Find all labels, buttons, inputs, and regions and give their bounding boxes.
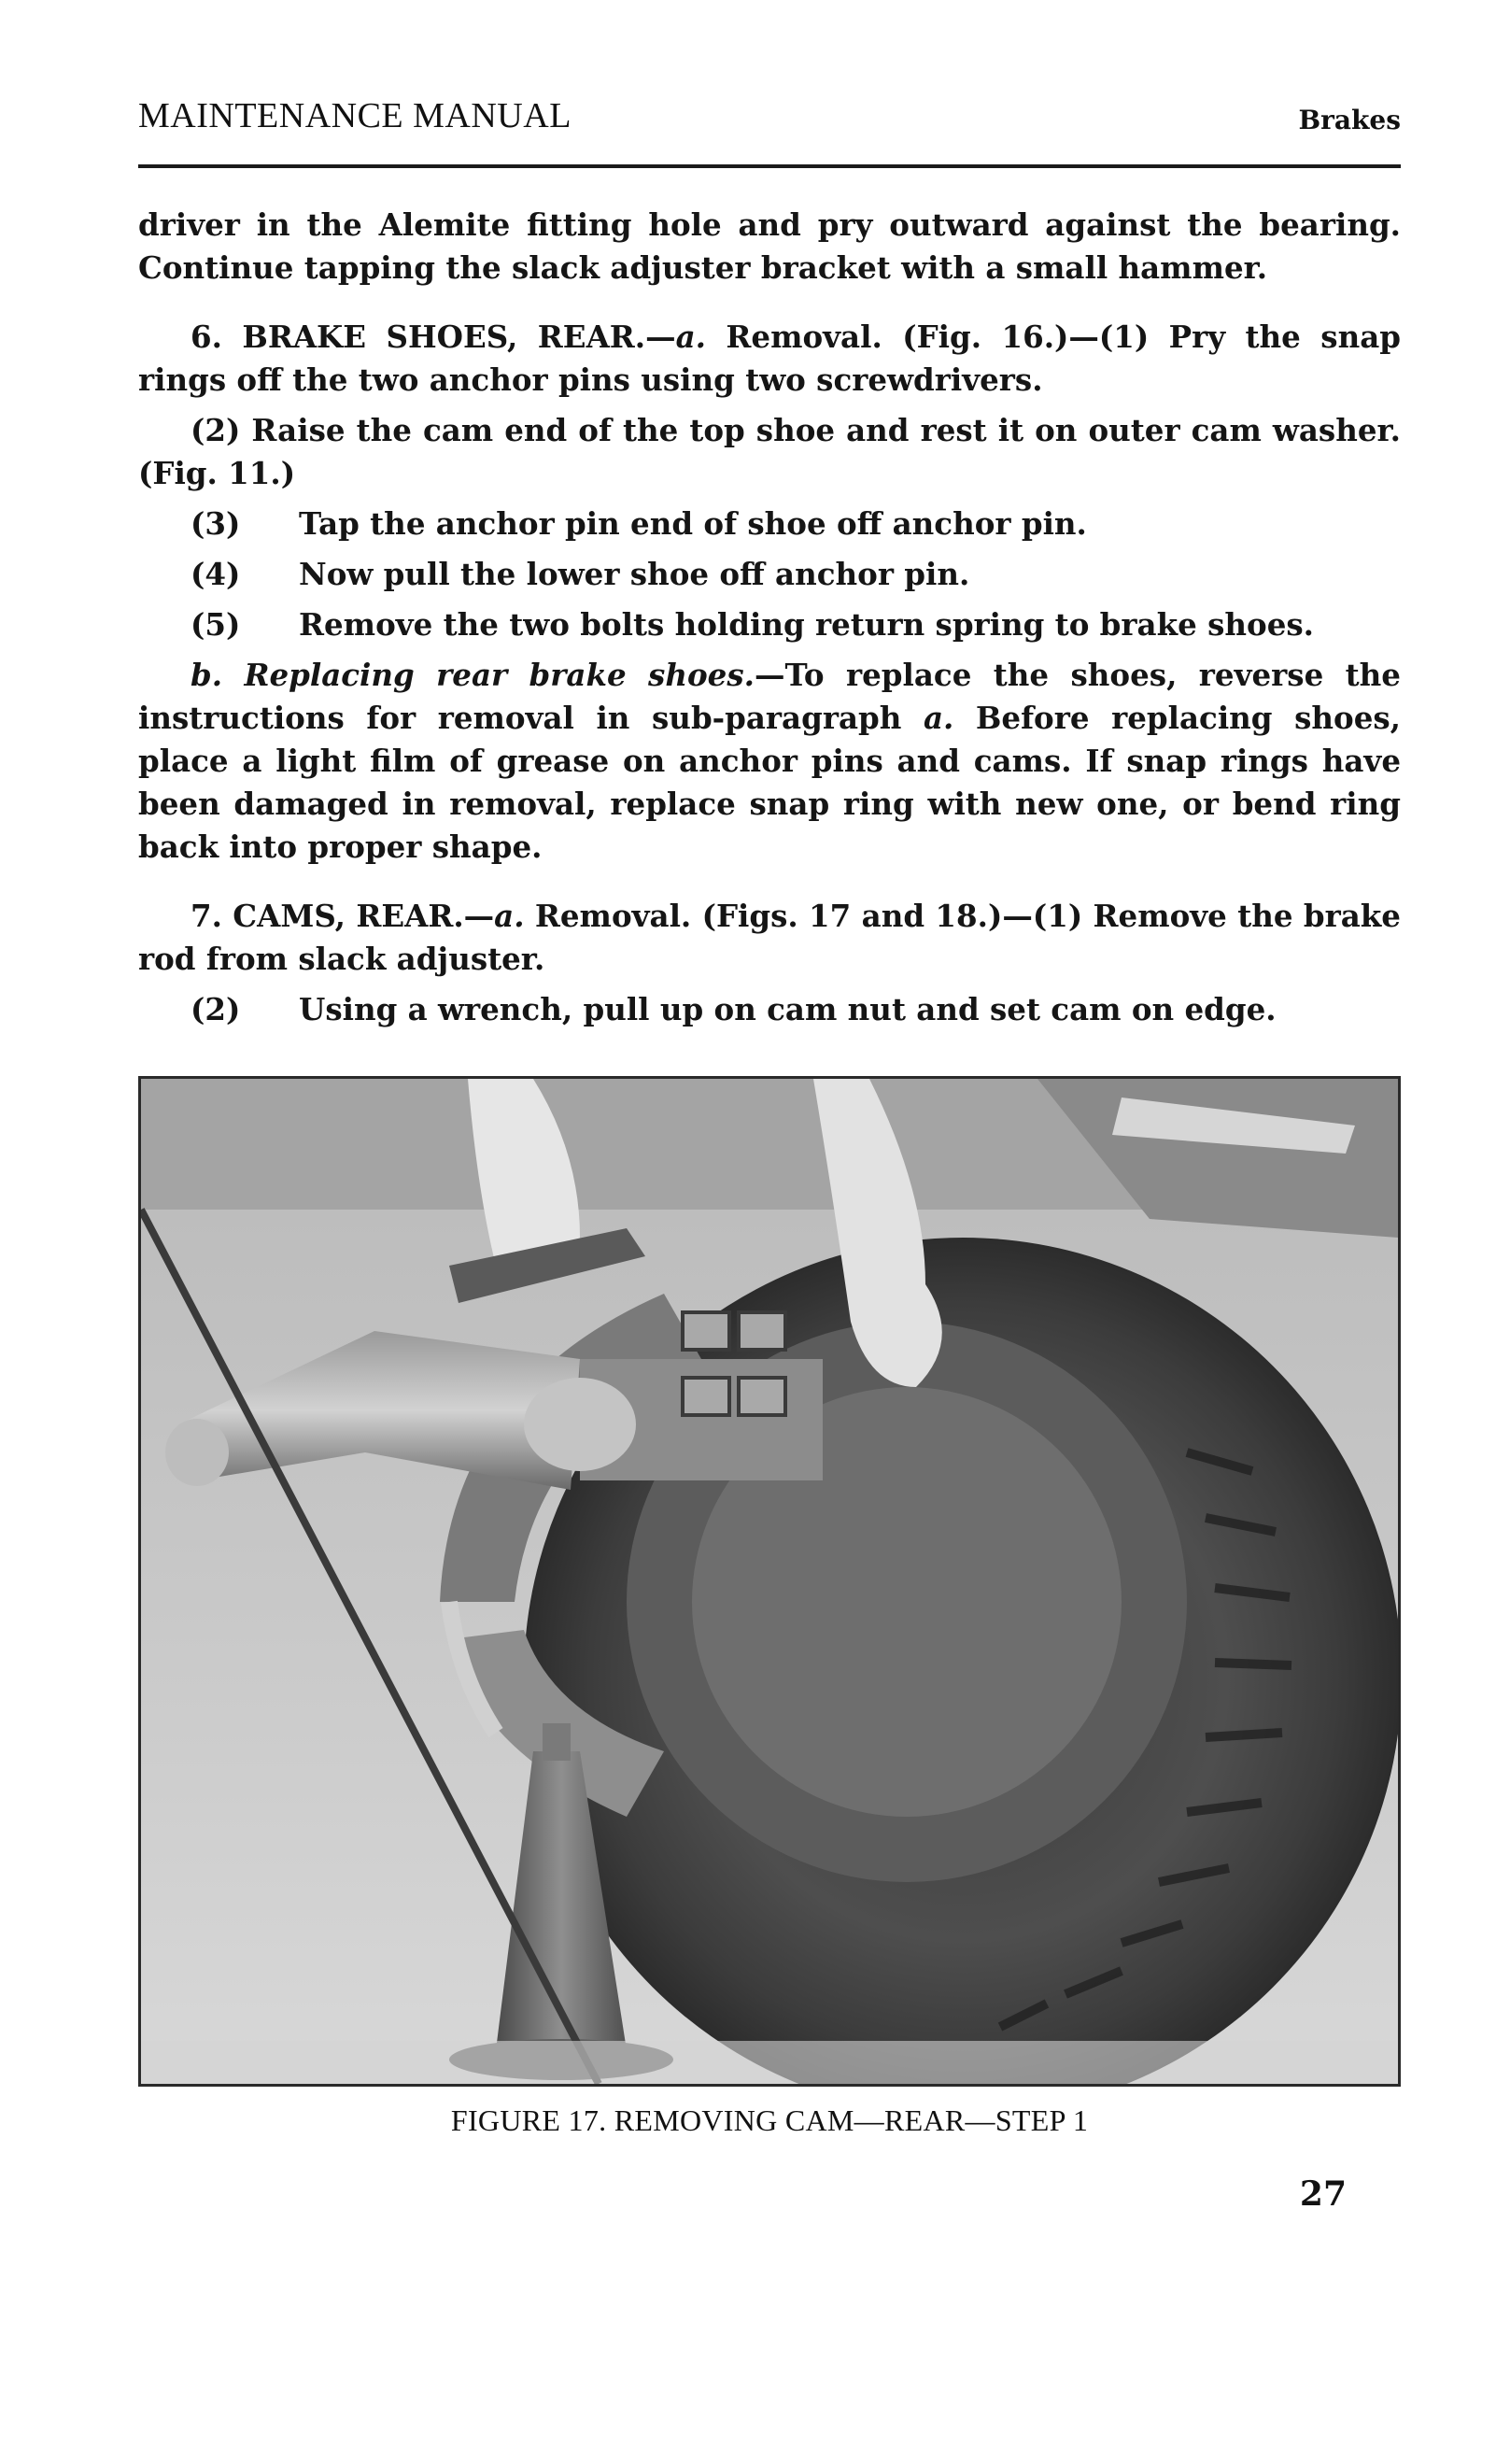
subpara-b-ref: a. [923, 700, 954, 736]
section-7-heading: 7. CAMS, REAR.— [191, 898, 495, 934]
cam-hub [524, 1378, 636, 1471]
subpara-b-text-1: —To replace the shoes, reverse the instructions for removal in sub-paragraph [138, 657, 1401, 736]
step-3 [138, 503, 1401, 545]
subpara-b-text-2: Before replacing shoes, place a light film of grease on anchor pins and cams. If snap rings have been damaged in removal, replace snap ring with new one, or bend ring back into proper shape. [138, 700, 1401, 865]
section-name: Brakes [1298, 105, 1401, 135]
axle-end [165, 1419, 229, 1486]
jack-stand-pin [543, 1723, 571, 1761]
subpara-b-label: b. [191, 657, 223, 693]
section-6-heading: 6. BRAKE SHOES, REAR.— [191, 319, 676, 355]
section-7-subpara-a-label: a. [494, 898, 525, 934]
section-6-removal-text: Removal. (Fig. 16.)—(1) Pry the snap rings off the two anchor pins using two screwdrivers. [138, 319, 1401, 398]
step-5-text: Remove the two bolts holding return spring to brake shoes. [299, 606, 1314, 643]
step-4-text: Now pull the lower shoe off anchor pin. [299, 556, 970, 592]
paragraph-continuation: driver in the Alemite fitting hole and pry outward against the bearing. Continue tapping the slack adjuster bracket with a small hammer. [138, 206, 1401, 286]
step-5 [138, 603, 1401, 646]
brake-cam-removal-photo [141, 1079, 1398, 2084]
section-7-removal-text: Removal. (Figs. 17 and 18.)—(1) Remove the brake rod from slack adjuster. [138, 898, 1401, 977]
subpara-a-label: a. [675, 319, 706, 355]
step-3-number: (3) [191, 505, 241, 542]
step-2: (2) Raise the cam end of the top shoe and rest it on outer cam washer. (Fig. 11.) [138, 412, 1401, 491]
subpara-b [138, 654, 1401, 869]
page-number: 27 [1299, 2174, 1347, 2214]
step-4-number: (4) [191, 556, 241, 592]
step-3-text: Tap the anchor pin end of shoe off anchor pin. [299, 505, 1087, 542]
body-text [138, 204, 1401, 1039]
step-5-number: (5) [191, 606, 241, 643]
subpara-b-title: Replacing rear brake shoes. [244, 657, 755, 693]
section-6-removal [138, 316, 1401, 402]
figure-photo [138, 1076, 1401, 2087]
page-header [138, 90, 1401, 168]
running-title: MAINTENANCE MANUAL [138, 96, 572, 135]
section-7-step-2-number: (2) [191, 991, 241, 1027]
floor [141, 2041, 1398, 2084]
section-7-removal [138, 895, 1401, 981]
section-7-step-2-text: Using a wrench, pull up on cam nut and set cam on edge. [299, 991, 1277, 1027]
step-4 [138, 553, 1401, 596]
section-7-step-2 [138, 988, 1401, 1031]
figure-caption: FIGURE 17. REMOVING CAM—REAR—STEP 1 [450, 2103, 1089, 2137]
